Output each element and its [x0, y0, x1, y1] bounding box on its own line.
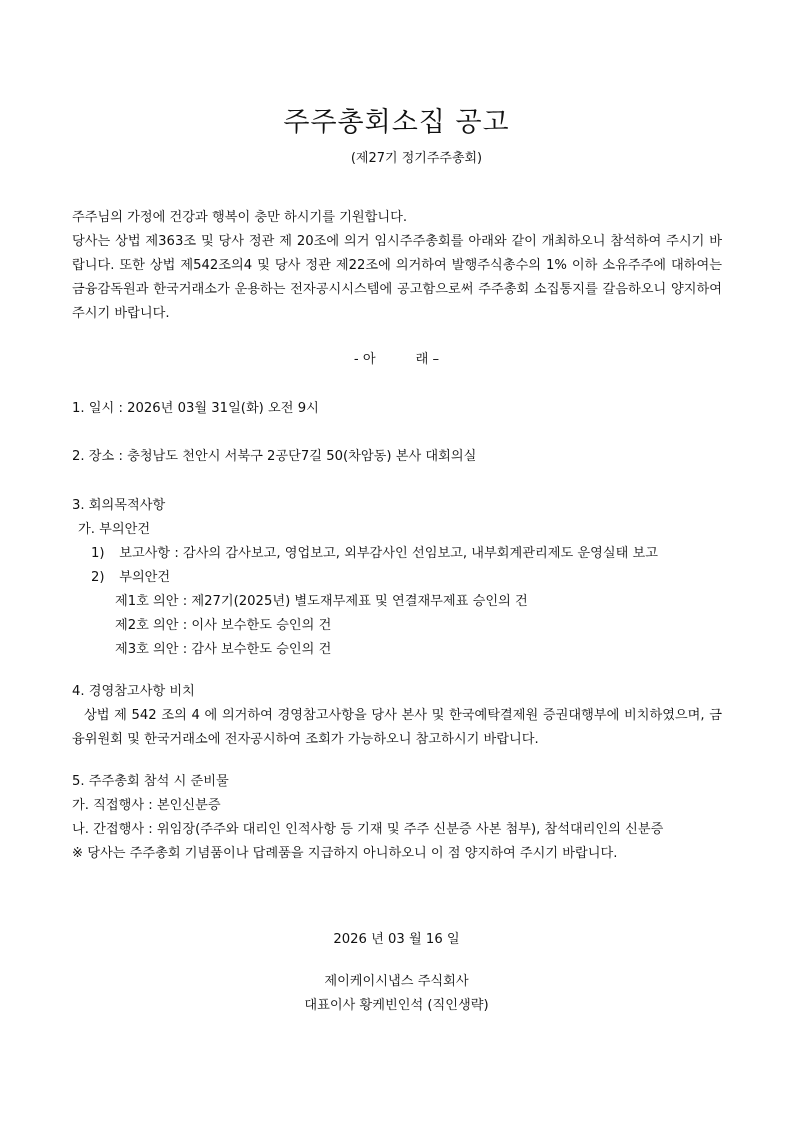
gift-note: ※ 당사는 주주총회 기념품이나 답례품을 지급하지 아니하오니 이 점 양지하여 주시기 바랍니다. [72, 846, 618, 861]
notice-marker [0, 348, 793, 372]
report-text: 보고사항 : 감사의 감사보고, 영업보고, 외부감사인 선임보고, 내부회계관리제도 운영실태 보고 [119, 546, 659, 561]
document-title: 주주총회소집 공고 [283, 107, 510, 138]
item-place: 2. 장소 : 충청남도 천안시 서북구 2공단7길 50(차암동) 본사 대회의실 [72, 449, 477, 464]
resolution-number: 2) [91, 570, 105, 585]
resolution-line [91, 566, 170, 590]
notice-marker-right: 래 – [415, 352, 440, 367]
agenda-subheading: 가. 부의안건 [78, 522, 151, 537]
resolution-text: 부의안건 [119, 570, 171, 585]
notice-marker-left: - 아 [353, 352, 376, 367]
report-line [91, 542, 658, 566]
report-number: 1) [91, 546, 105, 561]
reference-body: 상법 제 542 조의 4 에 의거하여 경영참고사항을 당사 본사 및 한국예탁결제원 증권대행부에 비치하였으며, 금융위원회 및 한국거래소에 전자공시하여 조회가 가능하오니 참고하시기 바랍니다. [72, 708, 722, 747]
footer-date: 2026 년 03 월 16 일 [333, 932, 460, 947]
prep-heading: 5. 주주총회 참석 시 준비물 [72, 774, 229, 789]
agenda-heading: 3. 회의목적사항 [72, 498, 166, 513]
intro-paragraph: 당사는 상법 제363조 및 당사 정관 제 20조에 의거 임시주주총회를 아래와 같이 개최하오니 참석하여 주시기 바랍니다. 또한 상법 제542조의4 및 당사 정관 제22조에 의거하여 발행주식총수의 1% 이하 소유주주에 대하여는 금융감독원과 한국거래소가 운용하는 전자공시시스템에 공고함으로써 주주총회 소집통지를 갈음하오니 양지하여 주시기 바랍니다. [72, 234, 722, 321]
company-name: 제이케이시냅스 주식회사 [324, 974, 469, 989]
reference-heading: 4. 경영참고사항 비치 [72, 684, 195, 699]
document-subtitle: (제27기 정기주주총회) [350, 151, 483, 166]
item-date: 1. 일시 : 2026년 03월 31일(화) 오전 9시 [72, 401, 319, 416]
prep-direct: 가. 직접행사 : 본인신분증 [72, 798, 221, 813]
proposal-3: 제3호 의안 : 감사 보수한도 승인의 건 [115, 642, 332, 657]
greeting-line: 주주님의 가정에 건강과 행복이 충만 하시기를 기원합니다. [72, 210, 408, 225]
representative: 대표이사 황케빈인석 (직인생략) [304, 998, 489, 1013]
intro-section [72, 206, 722, 326]
prep-indirect: 나. 간접행사 : 위임장(주주와 대리인 인적사항 등 기재 및 주주 신분증 사본 첨부), 참석대리인의 신분증 [72, 822, 664, 837]
proposal-1: 제1호 의안 : 제27기(2025년) 별도재무제표 및 연결재무제표 승인의 건 [115, 594, 528, 609]
proposal-2: 제2호 의안 : 이사 보수한도 승인의 건 [115, 618, 332, 633]
